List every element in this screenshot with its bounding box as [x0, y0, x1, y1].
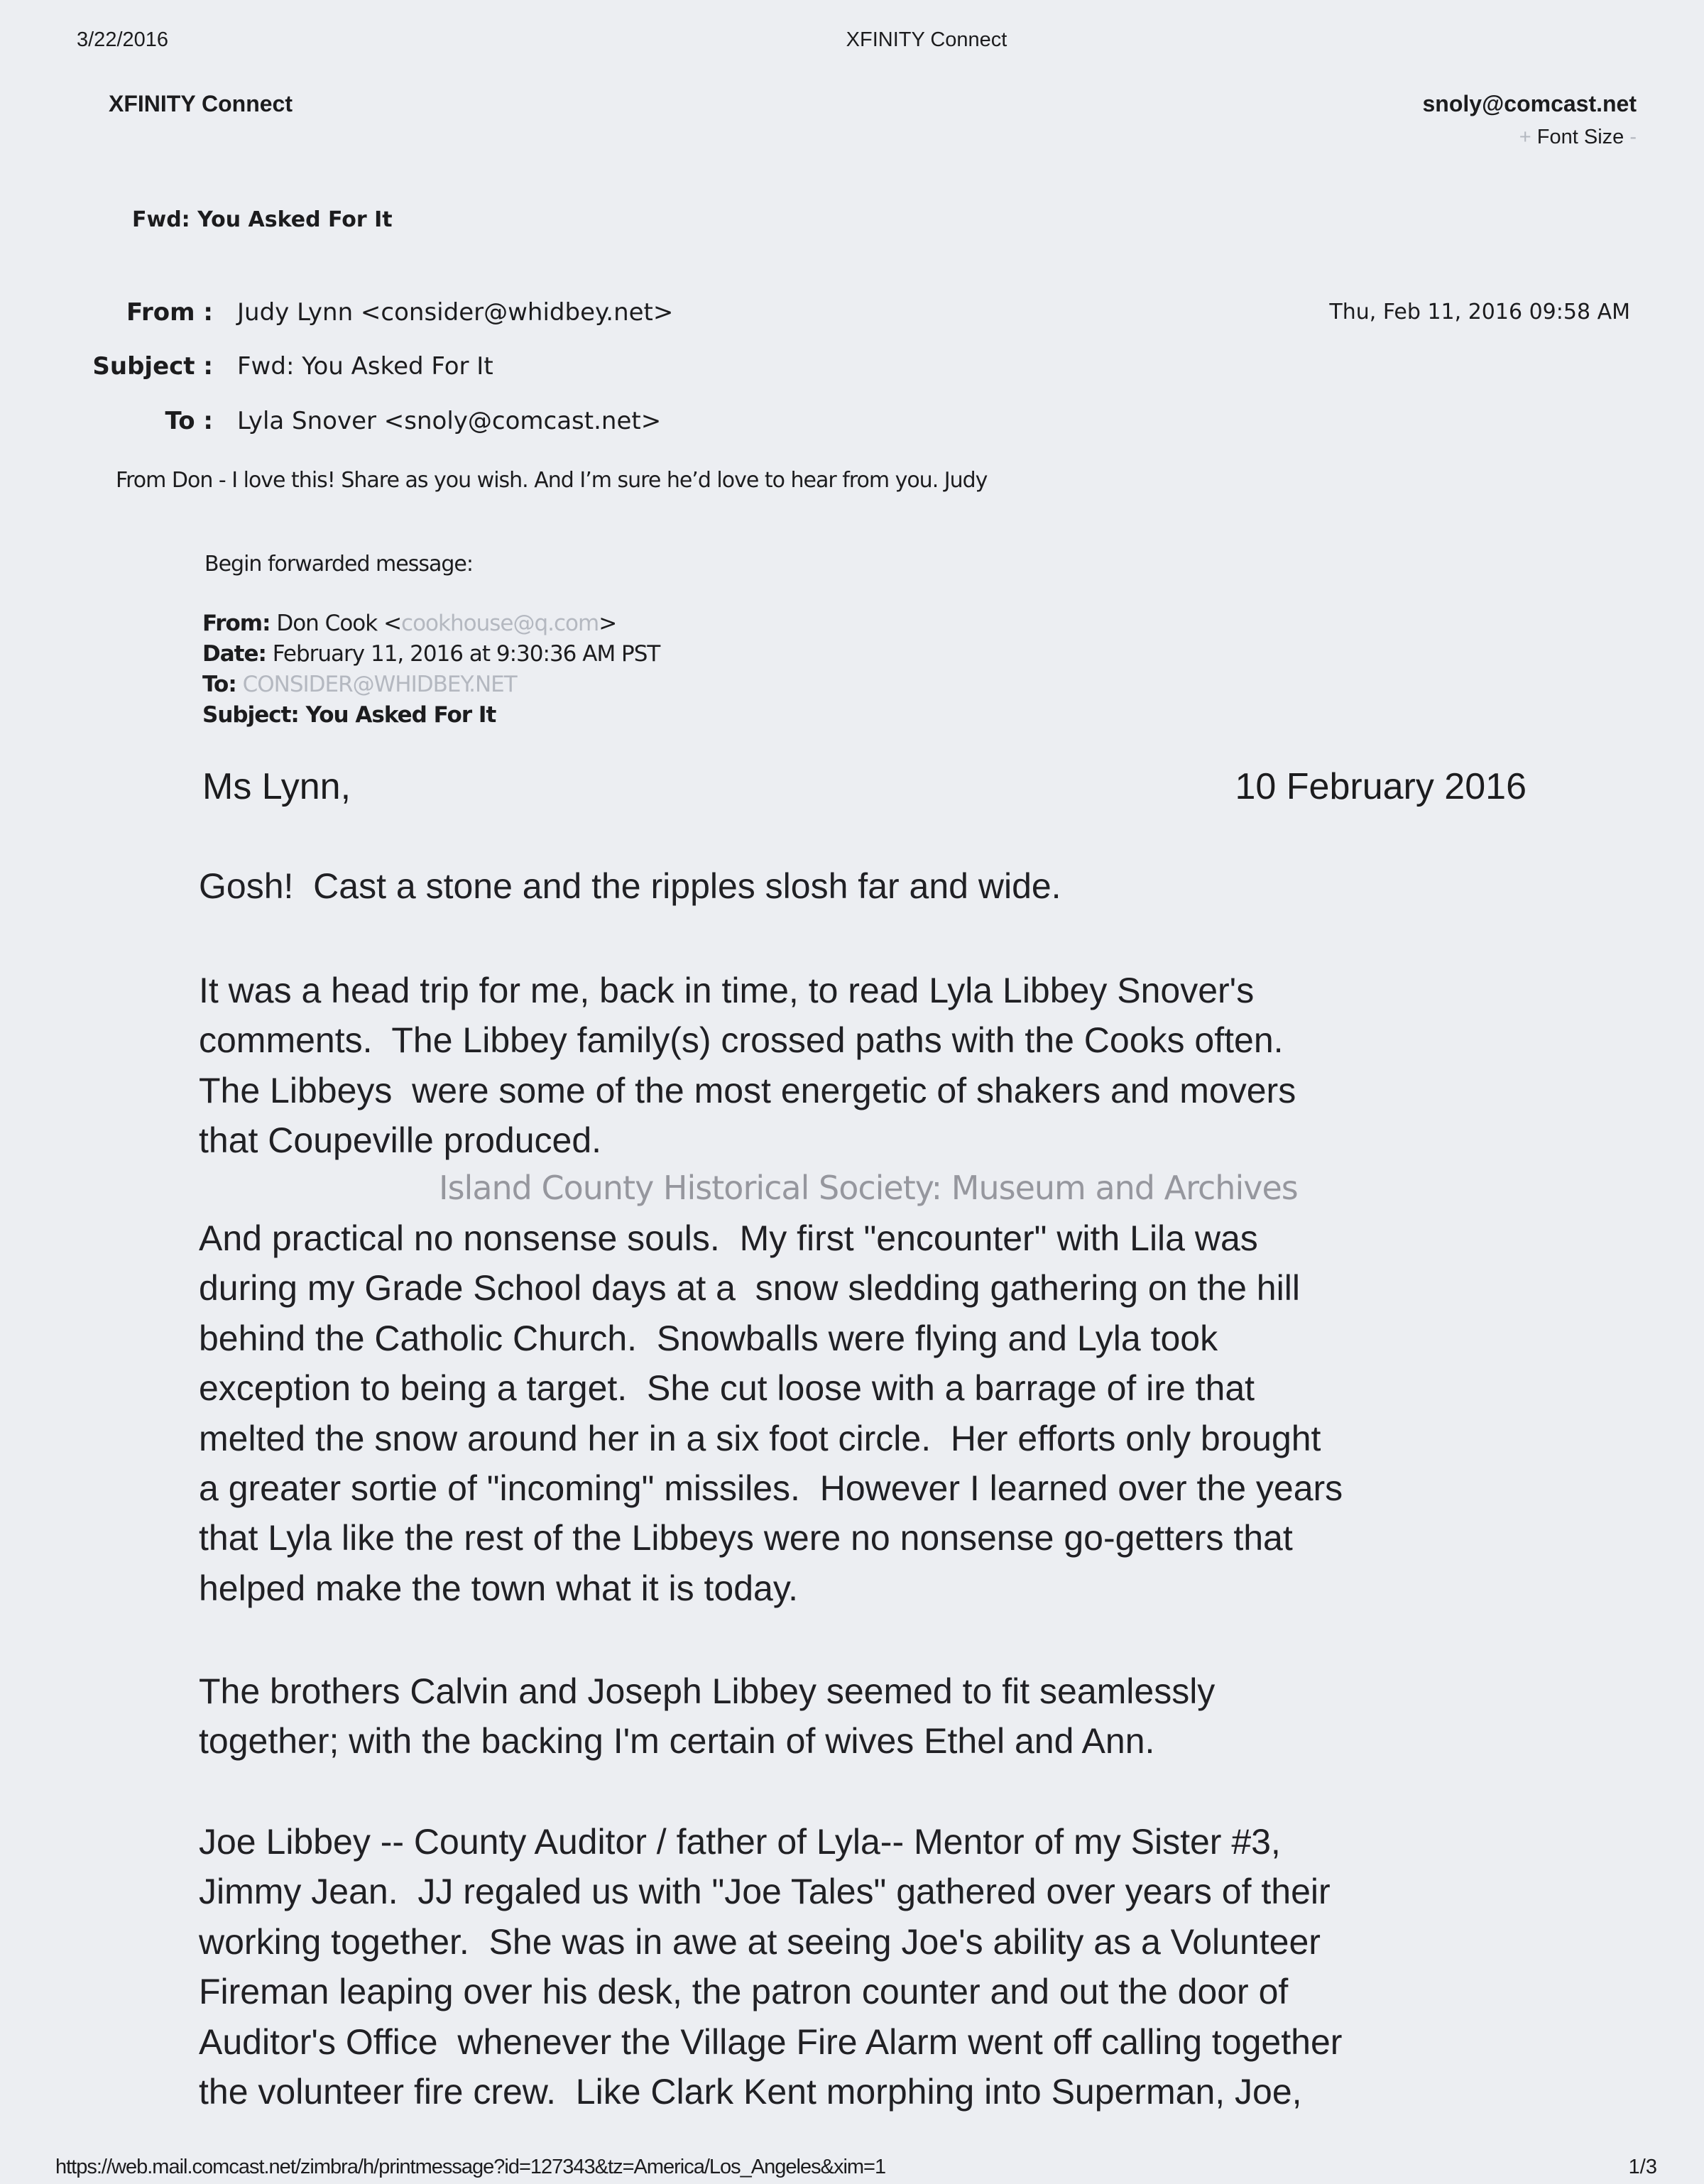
letter-date: 10 February 2016	[1235, 766, 1526, 807]
fwd-to-value: CONSIDER@WHIDBEY.NET	[242, 672, 517, 697]
fwd-subject-label: Subject:	[202, 702, 299, 728]
paragraph-1	[199, 861, 1061, 911]
fwd-date-value: February 11, 2016 at 9:30:36 AM PST	[272, 641, 660, 667]
fwd-subject-value: You Asked For It	[305, 702, 496, 728]
line: helped make the town what it is today.	[199, 1568, 798, 1608]
fwd-from-email: cookhouse@q.com	[401, 611, 599, 636]
line: And practical no nonsense souls. My first "encounter" with Lila was	[199, 1218, 1258, 1258]
fwd-date-label: Date:	[202, 641, 266, 667]
line: It was a head trip for me, back in time, to read Lyla Libbey Snover's	[199, 971, 1255, 1010]
line: the volunteer fire crew. Like Clark Kent morphing into Superman, Joe,	[199, 2072, 1302, 2112]
paragraph-2	[199, 966, 1296, 1166]
print-title: XFINITY Connect	[846, 28, 1007, 51]
account-email: snoly@comcast.net	[1422, 91, 1637, 116]
to-label: To :	[165, 407, 213, 435]
print-date: 3/22/2016	[77, 28, 169, 51]
line: during my Grade School days at a snow sledding gathering on the hill	[199, 1268, 1300, 1309]
to-value: Lyla Snover <snoly@comcast.net>	[237, 407, 662, 435]
line: melted the snow around her in a six foot circle. Her efforts only brought	[199, 1418, 1321, 1458]
line: The Libbeys were some of the most energetic of shakers and movers	[199, 1070, 1296, 1110]
page-number: 1/3	[1628, 2156, 1657, 2178]
print-url: https://web.mail.comcast.net/zimbra/h/printmessage?id=127343&tz=America/Los_Angeles&xim=1	[55, 2156, 886, 2178]
forwarded-to	[202, 672, 517, 697]
font-increase-button[interactable]: +	[1519, 126, 1531, 148]
font-decrease-button[interactable]: -	[1629, 126, 1637, 148]
line: Gosh! Cast a stone and the ripples slosh far and wide.	[199, 866, 1061, 906]
line: Fireman leaping over his desk, the patron counter and out the door of	[199, 1972, 1289, 2012]
watermark: Island County Historical Society: Museum and Archives	[439, 1169, 1298, 1207]
from-label-text: From :	[126, 298, 213, 327]
paragraph-3	[199, 1213, 1343, 1613]
letter-salutation: Ms Lynn,	[202, 766, 351, 807]
forwarded-subject	[202, 702, 496, 728]
line: working together. She was in awe at seeing Joe's ability as a Volunteer	[199, 1921, 1321, 1962]
forwarded-date	[202, 641, 660, 667]
message-title: Fwd: You Asked For It	[132, 207, 393, 232]
line: that Coupeville produced.	[199, 1120, 602, 1161]
line: Auditor's Office whenever the Village Fire Alarm went off calling together	[199, 2021, 1343, 2062]
line: Jimmy Jean. JJ regaled us with "Joe Tales" gathered over years of their	[199, 1872, 1331, 1912]
fwd-from-close: >	[599, 611, 617, 636]
subject-label: Subject :	[92, 352, 213, 381]
intro-text: From Don - I love this! Share as you wish. And I’m sure he’d love to hear from you. Judy	[116, 468, 988, 493]
line: exception to being a target. She cut loose with a barrage of ire that	[199, 1368, 1255, 1409]
forwarded-from	[202, 611, 616, 636]
forwarded-heading: Begin forwarded message:	[204, 552, 473, 577]
from-label	[126, 298, 213, 327]
font-size-control[interactable]	[1519, 126, 1637, 149]
fwd-to-label: To:	[202, 672, 236, 697]
line: Joe Libbey -- County Auditor / father of Lyla-- Mentor of my Sister #3,	[199, 1822, 1281, 1862]
brand-logo: XFINITY Connect	[109, 91, 293, 116]
line: comments. The Libbey family(s) crossed paths with the Cooks often.	[199, 1020, 1284, 1061]
message-date: Thu, Feb 11, 2016 09:58 AM	[1329, 300, 1630, 324]
line: together; with the backing I'm certain of wives Ethel and Ann.	[199, 1721, 1155, 1762]
line: The brothers Calvin and Joseph Libbey seemed to fit seamlessly	[199, 1671, 1216, 1711]
from-value: Judy Lynn <consider@whidbey.net>	[237, 298, 674, 327]
paragraph-4	[199, 1666, 1215, 1767]
line: behind the Catholic Church. Snowballs were flying and Lyla took	[199, 1318, 1218, 1358]
font-size-label: Font Size	[1536, 126, 1624, 148]
fwd-from-label: From:	[202, 611, 271, 636]
paragraph-5	[199, 1817, 1342, 2117]
line: a greater sortie of "incoming" missiles. However I learned over the years	[199, 1468, 1343, 1509]
fwd-from-name: Don Cook <	[276, 611, 402, 636]
subject-value: Fwd: You Asked For It	[237, 352, 493, 381]
line: that Lyla like the rest of the Libbeys were no nonsense go-getters that	[199, 1518, 1293, 1558]
